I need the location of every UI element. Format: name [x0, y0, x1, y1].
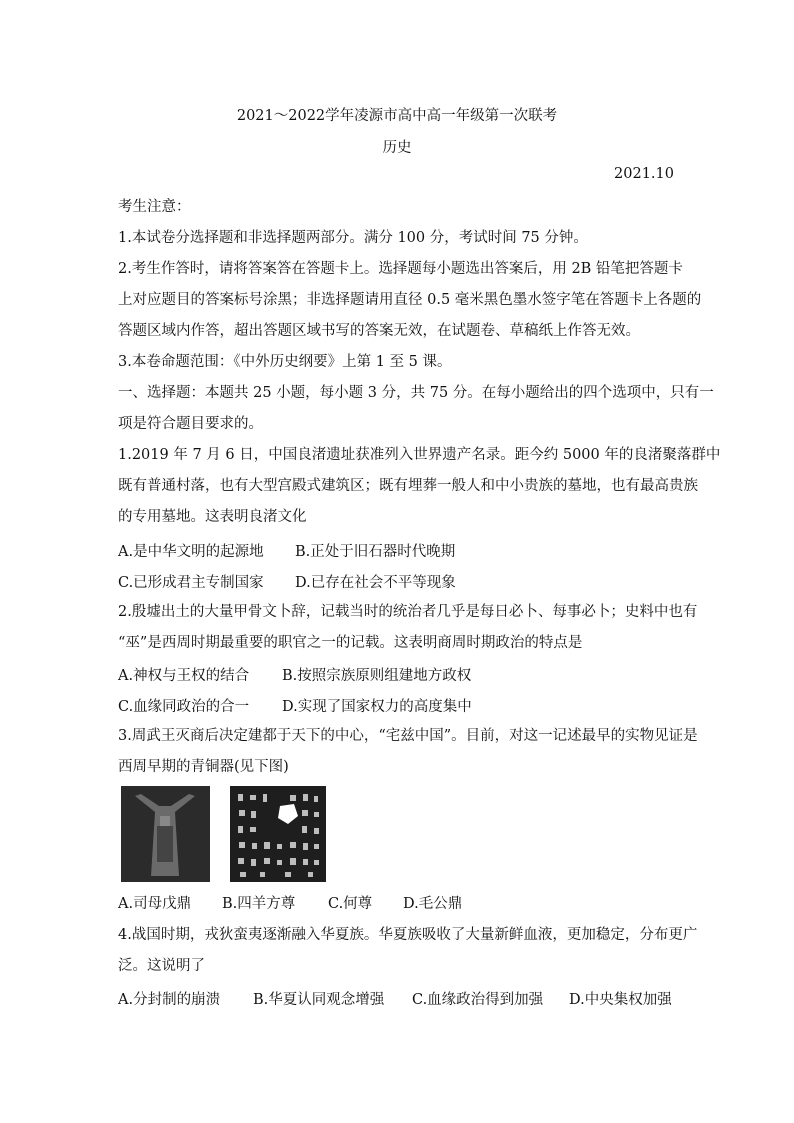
q4-option-c: C.血缘政治得到加强: [412, 992, 544, 1008]
q4-option-a: A.分封制的崩溃: [118, 992, 221, 1008]
notice-item: 3.本卷命题范围：《中外历史纲要》上第 1 至 5 课。: [118, 354, 452, 370]
section-heading-cont: 项是符合题目要求的。: [118, 416, 263, 432]
q1-option-a: A.是中华文明的起源地: [118, 544, 264, 560]
exam-date: 2021.10: [614, 166, 674, 182]
q3-option-a: A.司母戊鼎: [118, 896, 192, 912]
q2-stem: “巫”是西周时期最重要的职官之一的记载。这表明商周时期政治的特点是: [118, 635, 583, 651]
q1-option-d: D.已存在社会不平等现象: [295, 575, 456, 591]
q4-option-b: B.华夏认同观念增强: [253, 992, 385, 1008]
q3-option-d: D.毛公鼎: [403, 896, 463, 912]
q1-stem: 既有普通村落，也有大型宫殿式建筑区；既有埋葬一般人和中小贵族的墓地，也有最高贵族: [118, 478, 698, 494]
q4-stem: 4.战国时期，戎狄蛮夷逐渐融入华夏族。华夏族吸收了大量新鲜血液，更加稳定，分布更广: [118, 927, 698, 943]
bronze-vessel-image: [121, 786, 210, 882]
q4-stem: 泛。这说明了: [118, 958, 205, 974]
q3-option-c: C.何尊: [328, 896, 373, 912]
exam-title: 2021～2022学年凌源市高中高一年级第一次联考: [236, 108, 558, 124]
notice-item: 2.考生作答时，请将答案答在答题卡上。选择题每小题选出答案后，用 2B 铅笔把答题卡: [118, 261, 683, 277]
q1-option-c: C.已形成君主专制国家: [118, 575, 264, 591]
q3-stem: 3.周武王灭商后决定建都于天下的中心，“宅兹中国”。目前，对这一记述最早的实物见证是: [118, 728, 698, 744]
q2-option-b: B.按照宗族原则组建地方政权: [282, 668, 472, 684]
inscription-rubbing-image: [230, 786, 326, 882]
q1-stem: 1.2019 年 7 月 6 日，中国良渚遗址获准列入世界遗产名录。距今约 5000 年的良渚聚落群中: [118, 447, 721, 463]
subject-title: 历史: [382, 140, 412, 156]
q1-stem: 的专用墓地。这表明良渚文化: [118, 509, 307, 525]
notice-heading: 考生注意：: [118, 199, 191, 215]
section-heading: 一、选择题：本题共 25 小题，每小题 3 分，共 75 分。在每小题给出的四个选项中，只有一: [118, 385, 714, 401]
q2-stem: 2.殷墟出土的大量甲骨文卜辞，记载当时的统治者几乎是每日必卜、每事必卜；史料中也有: [118, 604, 698, 620]
q3-stem: 西周早期的青铜器(见下图): [118, 759, 289, 775]
q3-option-b: B.四羊方尊: [222, 896, 296, 912]
q4-option-d: D.中央集权加强: [569, 992, 672, 1008]
q2-option-c: C.血缘同政治的合一: [118, 699, 250, 715]
notice-item: 1.本试卷分选择题和非选择题两部分。满分 100 分，考试时间 75 分钟。: [118, 230, 588, 246]
q2-option-d: D.实现了国家权力的高度集中: [282, 699, 472, 715]
q2-option-a: A.神权与王权的结合: [118, 668, 250, 684]
notice-item: 答题区域内作答，超出答题区域书写的答案无效，在试题卷、草稿纸上作答无效。: [118, 323, 640, 339]
notice-item: 上对应题目的答案标号涂黑；非选择题请用直径 0.5 毫米黑色墨水签字笔在答题卡上各题的: [118, 292, 702, 308]
q1-option-b: B.正处于旧石器时代晚期: [295, 544, 456, 560]
